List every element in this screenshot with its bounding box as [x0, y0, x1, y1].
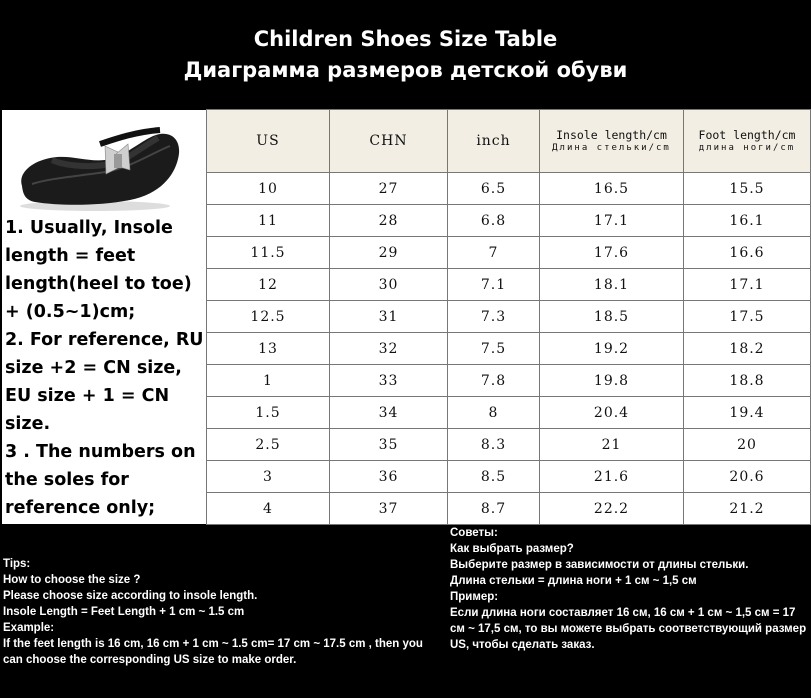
table-header-row	[207, 110, 811, 173]
cell-inch: 6.8	[448, 205, 540, 237]
cell-us: 2.5	[207, 429, 330, 461]
cell-us: 11.5	[207, 237, 330, 269]
table-row	[207, 429, 811, 461]
cell-chn: 31	[330, 301, 448, 333]
cell-inch: 7.3	[448, 301, 540, 333]
tip-line: Insole Length = Feet Length + 1 cm ~ 1.5 cm	[3, 606, 245, 618]
cell-inch: 8	[448, 397, 540, 429]
table-row	[207, 365, 811, 397]
table-row	[207, 493, 811, 525]
cell-insole: 22.2	[540, 493, 684, 525]
cell-insole: 19.2	[540, 333, 684, 365]
cell-inch: 8.7	[448, 493, 540, 525]
cell-foot: 16.1	[684, 205, 811, 237]
cell-chn: 28	[330, 205, 448, 237]
tip-line: Длина стельки = длина ноги + 1 см ~ 1,5 см	[450, 575, 697, 587]
note-item: 3 . The numbers on the soles for reference only;	[5, 442, 196, 518]
tip-line: If the feet length is 16 cm, 16 cm + 1 cm ~ 1.5 cm= 17 cm ~ 17.5 cm , then you can choose the corresponding US size to make order.	[3, 638, 423, 666]
cell-foot: 20.6	[684, 461, 811, 493]
cell-us: 1	[207, 365, 330, 397]
shoe-image	[10, 114, 190, 214]
tip-line: How to choose the size ?	[3, 574, 141, 586]
table-row	[207, 461, 811, 493]
header-foot-ru: длина ноги/cm	[698, 142, 796, 153]
cell-chn: 32	[330, 333, 448, 365]
table-row	[207, 301, 811, 333]
cell-us: 12	[207, 269, 330, 301]
cell-foot: 18.2	[684, 333, 811, 365]
tip-line: Советы:	[450, 527, 498, 539]
cell-chn: 37	[330, 493, 448, 525]
cell-chn: 34	[330, 397, 448, 429]
cell-insole: 21	[540, 429, 684, 461]
cell-chn: 29	[330, 237, 448, 269]
header-insole-en: Insole length/cm	[556, 127, 667, 142]
table-row	[207, 205, 811, 237]
cell-inch: 7.8	[448, 365, 540, 397]
cell-us: 3	[207, 461, 330, 493]
cell-insole: 19.8	[540, 365, 684, 397]
cell-chn: 33	[330, 365, 448, 397]
header-foot-en: Foot length/cm	[698, 127, 796, 142]
shoe-info-panel	[2, 110, 206, 524]
size-table	[206, 109, 811, 525]
size-notes	[5, 214, 206, 522]
header-insole-ru: Длина стельки/cm	[552, 142, 671, 153]
header-inch: inch	[448, 110, 540, 173]
cell-chn: 36	[330, 461, 448, 493]
cell-inch: 8.5	[448, 461, 540, 493]
cell-us: 10	[207, 173, 330, 205]
title-russian: Диаграмма размеров детской обуви	[183, 58, 628, 82]
tip-line: Пример:	[450, 591, 499, 603]
header-insole-length	[540, 110, 684, 173]
cell-inch: 6.5	[448, 173, 540, 205]
cell-foot: 17.5	[684, 301, 811, 333]
tips-russian	[450, 525, 810, 653]
cell-foot: 17.1	[684, 269, 811, 301]
cell-us: 12.5	[207, 301, 330, 333]
cell-inch: 7.5	[448, 333, 540, 365]
table-row	[207, 333, 811, 365]
tips-english	[3, 556, 443, 668]
cell-insole: 17.1	[540, 205, 684, 237]
cell-foot: 19.4	[684, 397, 811, 429]
tip-line: Example:	[3, 622, 55, 634]
cell-us: 13	[207, 333, 330, 365]
header-foot-length	[684, 110, 811, 173]
cell-inch: 7.1	[448, 269, 540, 301]
cell-foot: 18.8	[684, 365, 811, 397]
tip-line: Если длина ноги составляет 16 см, 16 см + 1 см ~ 1,5 см = 17 см ~ 17,5 см, то вы можете выбрать соответствующий размер US, чтобы сделать заказ.	[450, 607, 807, 651]
header-us: US	[207, 110, 330, 173]
tip-line: Как выбрать размер?	[450, 543, 574, 555]
table-row	[207, 269, 811, 301]
cell-foot: 20	[684, 429, 811, 461]
tip-line: Выберите размер в зависимости от длины стельки.	[450, 559, 749, 571]
cell-insole: 20.4	[540, 397, 684, 429]
header-chn: CHN	[330, 110, 448, 173]
table-body	[207, 173, 811, 525]
table-row	[207, 173, 811, 205]
cell-insole: 18.1	[540, 269, 684, 301]
table-row	[207, 397, 811, 429]
cell-chn: 27	[330, 173, 448, 205]
cell-chn: 35	[330, 429, 448, 461]
note-item: 1. Usually, Insole length = feet length(heel to toe) + (0.5~1)cm;	[5, 218, 192, 322]
tip-line: Tips:	[3, 558, 31, 570]
cell-us: 11	[207, 205, 330, 237]
cell-insole: 21.6	[540, 461, 684, 493]
note-item: 2. For reference, RU size +2 = CN size, EU size + 1 = CN size.	[5, 330, 204, 434]
cell-foot: 16.6	[684, 237, 811, 269]
cell-foot: 15.5	[684, 173, 811, 205]
table-row	[207, 237, 811, 269]
cell-inch: 7	[448, 237, 540, 269]
cell-inch: 8.3	[448, 429, 540, 461]
cell-chn: 30	[330, 269, 448, 301]
cell-insole: 16.5	[540, 173, 684, 205]
cell-foot: 21.2	[684, 493, 811, 525]
title-english: Children Shoes Size Table	[253, 27, 558, 51]
tip-line: Please choose size according to insole length.	[3, 590, 258, 602]
cell-us: 4	[207, 493, 330, 525]
cell-us: 1.5	[207, 397, 330, 429]
page-title	[0, 24, 811, 86]
cell-insole: 17.6	[540, 237, 684, 269]
cell-insole: 18.5	[540, 301, 684, 333]
